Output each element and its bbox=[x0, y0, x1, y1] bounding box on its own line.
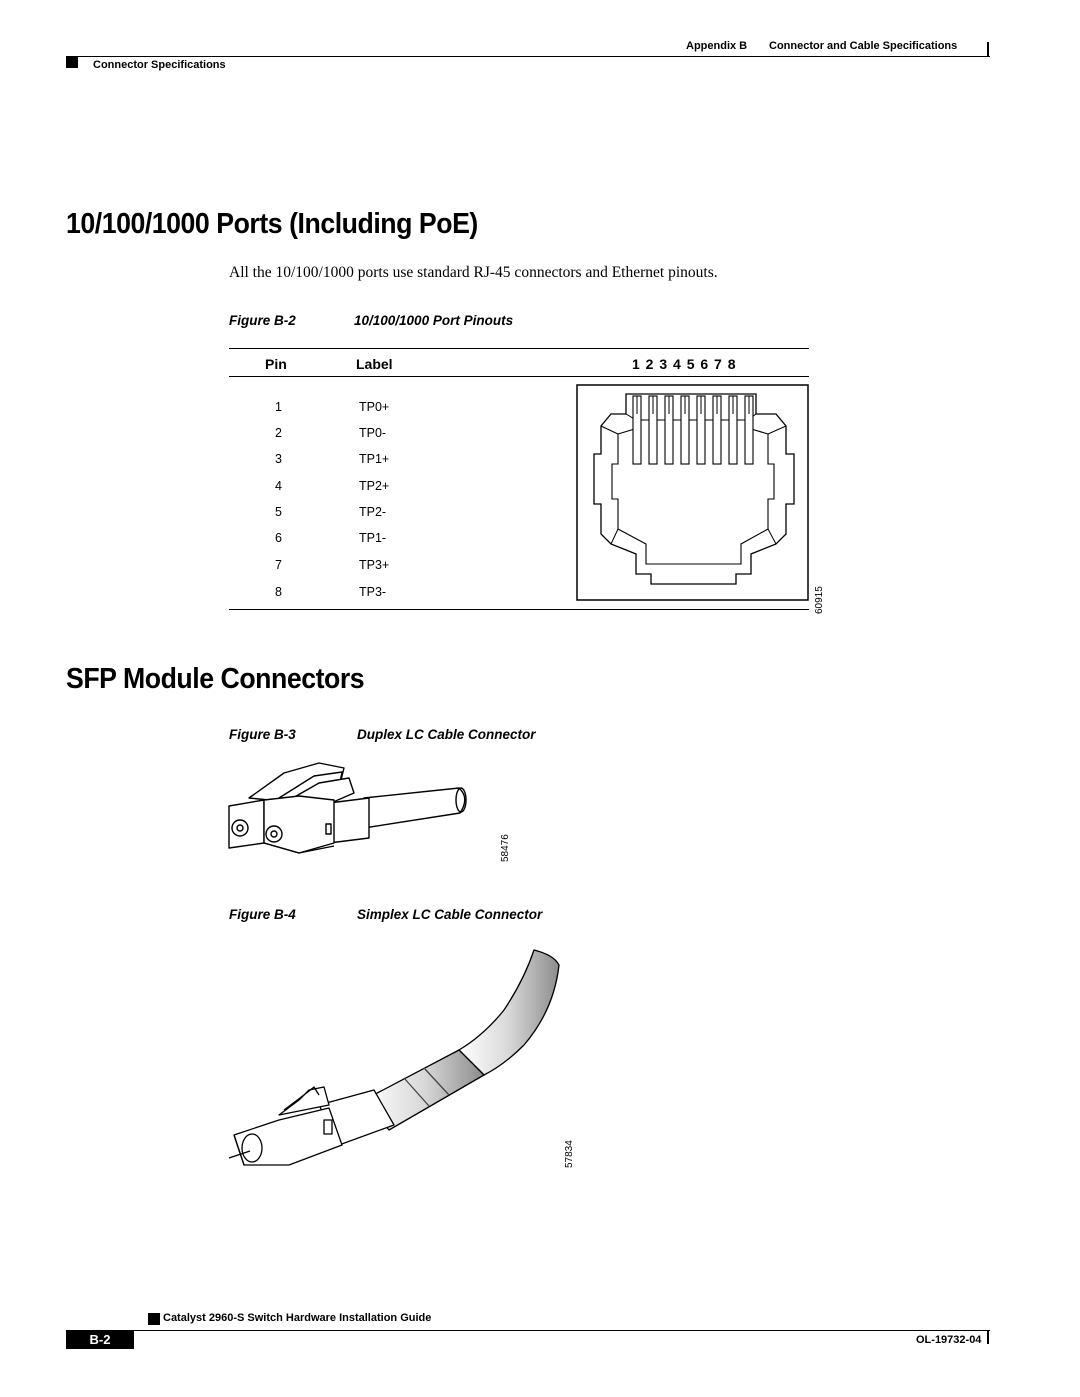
header-edge-bar bbox=[987, 42, 989, 56]
figure-b3-number: Figure B-3 bbox=[229, 727, 296, 742]
table-cell-label: TP0- bbox=[359, 426, 387, 440]
table-top-rule bbox=[229, 348, 809, 349]
footer-edge-bar bbox=[987, 1330, 989, 1344]
figure-b4-id: 57834 bbox=[564, 1140, 575, 1168]
table-bottom-rule bbox=[229, 609, 809, 610]
header-section: Connector Specifications bbox=[93, 59, 226, 71]
figure-b2-number: Figure B-2 bbox=[229, 313, 296, 328]
table-cell-pin: 1 bbox=[275, 400, 282, 414]
table-cell-pin: 8 bbox=[275, 585, 282, 599]
table-header-rule bbox=[229, 376, 809, 377]
table-cell-pin: 5 bbox=[275, 505, 282, 519]
table-cell-pin: 4 bbox=[275, 479, 282, 493]
table-cell-label: TP1+ bbox=[359, 452, 390, 466]
table-header-pin-numbers: 1 2 3 4 5 6 7 8 bbox=[632, 356, 736, 372]
table-cell-label: TP0+ bbox=[359, 400, 390, 414]
footer-guide-title: Catalyst 2960-S Switch Hardware Installation Guide bbox=[163, 1312, 432, 1324]
duplex-lc-connector-illustration bbox=[224, 758, 474, 863]
figure-b3-title: Duplex LC Cable Connector bbox=[357, 727, 536, 742]
table-cell-label: TP1- bbox=[359, 531, 387, 545]
section-title-sfp: SFP Module Connectors bbox=[66, 663, 365, 695]
figure-b4-number: Figure B-4 bbox=[229, 907, 296, 922]
header-rule bbox=[66, 56, 990, 57]
header-chapter: Appendix B bbox=[686, 40, 748, 52]
footer-page-number: B-2 bbox=[89, 1332, 111, 1347]
table-cell-pin: 7 bbox=[275, 558, 282, 572]
section-title-ports: 10/100/1000 Ports (Including PoE) bbox=[66, 208, 478, 240]
figure-b4-title: Simplex LC Cable Connector bbox=[357, 907, 543, 922]
table-cell-pin: 3 bbox=[275, 452, 282, 466]
section-body-ports: All the 10/100/1000 ports use standard RJ-45 connectors and Ethernet pinouts. bbox=[229, 264, 718, 281]
header-marker bbox=[66, 56, 78, 68]
figure-b2-id: 60915 bbox=[814, 586, 825, 614]
table-cell-pin: 2 bbox=[275, 426, 282, 440]
header-chapter-title: Connector and Cable Specifications bbox=[769, 40, 958, 52]
table-header-pin: Pin bbox=[265, 356, 287, 372]
table-cell-label: TP3- bbox=[359, 585, 387, 599]
simplex-lc-connector-illustration bbox=[224, 940, 584, 1175]
figure-b3-id: 58476 bbox=[500, 834, 511, 862]
figure-b2-title: 10/100/1000 Port Pinouts bbox=[354, 313, 514, 328]
footer-marker bbox=[148, 1313, 160, 1325]
footer-doc-number: OL-19732-04 bbox=[916, 1334, 982, 1346]
table-cell-label: TP3+ bbox=[359, 558, 390, 572]
table-cell-label: TP2+ bbox=[359, 479, 390, 493]
rj45-jack-illustration bbox=[576, 384, 810, 602]
footer-rule bbox=[66, 1330, 990, 1331]
table-header-label: Label bbox=[356, 356, 393, 372]
table-cell-label: TP2- bbox=[359, 505, 387, 519]
table-cell-pin: 6 bbox=[275, 531, 282, 545]
